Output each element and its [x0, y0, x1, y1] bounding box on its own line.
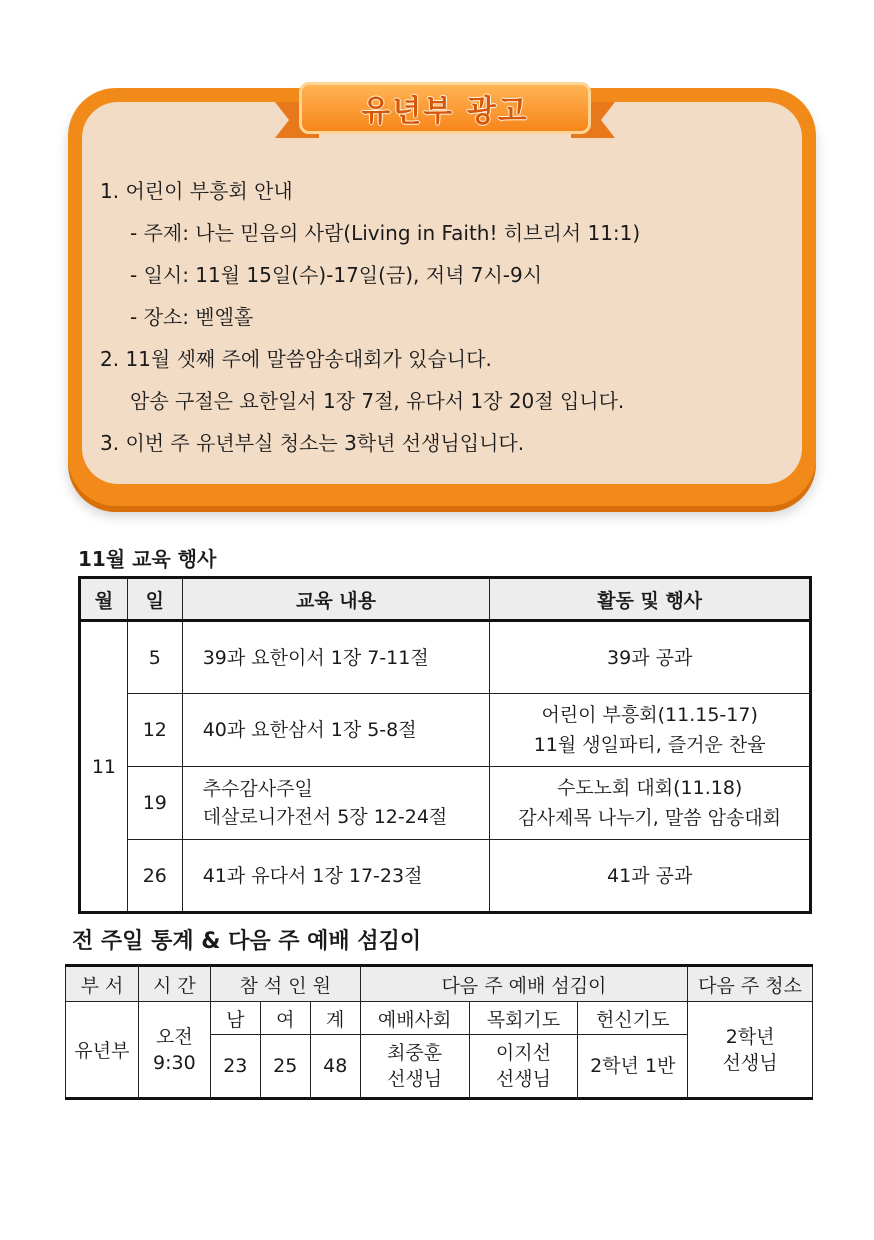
dept-cell: 유년부: [66, 1002, 139, 1099]
activity-cell: [490, 840, 811, 913]
content-cell: [182, 694, 490, 767]
activity-line: 수도노회 대회(11.18): [556, 777, 743, 799]
content-line: 데살로니가전서 5장 12-24절: [202, 806, 448, 828]
activity-line: 어린이 부흥회(11.15-17): [541, 704, 758, 726]
male-count: 23: [210, 1035, 260, 1099]
cleaning-line: 2학년: [725, 1025, 775, 1048]
activity-cell: [490, 767, 811, 840]
stats-header-row: [66, 966, 813, 1002]
notice-line: 1. 어린이 부흥회 안내: [100, 179, 293, 203]
stats-table: [65, 964, 813, 1100]
cleaning-line: 선생님: [722, 1051, 778, 1074]
header-activity: 활동 및 행사: [490, 578, 811, 621]
header-time: 시 간: [138, 966, 210, 1002]
month-cell: 11: [80, 621, 128, 913]
day-cell: 26: [127, 840, 182, 913]
header-attendance: 참 석 인 원: [210, 966, 360, 1002]
table-row: [80, 767, 811, 840]
prayer-line: 선생님: [495, 1068, 551, 1090]
day-cell: 5: [127, 621, 182, 694]
stats-subheader-row: [66, 1002, 813, 1035]
header-servers: 다음 주 예배 섬김이: [360, 966, 687, 1002]
subheader-female: 여: [260, 1002, 310, 1035]
prayer-cell: [469, 1035, 578, 1099]
table-row: [80, 840, 811, 913]
content-cell: [182, 840, 490, 913]
notice-line: 암송 구절은 요한일서 1장 7절, 유다서 1장 20절 입니다.: [130, 389, 625, 413]
activity-cell: [490, 621, 811, 694]
content-cell: [182, 767, 490, 840]
table-row: [80, 621, 811, 694]
content-line: 39과 요한이서 1장 7-11절: [202, 646, 429, 669]
header-day: 일: [127, 578, 182, 621]
time-line: 오전: [156, 1025, 193, 1048]
total-count: 48: [310, 1035, 360, 1099]
notice-line: - 주제: 나는 믿음의 사람(Living in Faith! 히브리서 11:1): [130, 221, 641, 245]
header-content: 교육 내용: [182, 578, 490, 621]
prayer-line: 이지선: [495, 1042, 551, 1064]
leader-line: 최중훈: [387, 1042, 443, 1064]
activity-line: 41과 공과: [607, 864, 693, 887]
notice-line: - 장소: 벧엘홀: [130, 305, 254, 329]
activity-line: 39과 공과: [607, 646, 693, 669]
header-cleaning: 다음 주 청소: [688, 966, 813, 1002]
notice-title: 유년부 광고: [361, 94, 529, 129]
events-header-row: [80, 578, 811, 621]
subheader-leader: 예배사회: [360, 1002, 469, 1035]
notice-text: [100, 170, 640, 464]
content-line: 40과 요한삼서 1장 5-8절: [202, 719, 417, 741]
content-line: 추수감사주일: [202, 778, 313, 800]
content-line: 41과 유다서 1장 17-23절: [202, 864, 423, 887]
subheader-prayer: 목회기도: [469, 1002, 578, 1035]
notice-line: 3. 이번 주 유년부실 청소는 3학년 선생님입니다.: [100, 431, 525, 455]
time-cell: [138, 1002, 210, 1099]
banner-body: [299, 82, 591, 134]
header-dept: 부 서: [66, 966, 139, 1002]
day-cell: 12: [127, 694, 182, 767]
activity-line: 11월 생일파티, 즐거운 찬율: [533, 734, 766, 756]
subheader-male: 남: [210, 1002, 260, 1035]
stats-title: 전 주일 통계 & 다음 주 예배 섬김이: [72, 929, 422, 954]
cleaning-cell: [688, 1002, 813, 1099]
table-row: [80, 694, 811, 767]
events-table: [78, 576, 812, 914]
notice-line: 2. 11월 셋째 주에 말씀암송대회가 있습니다.: [100, 347, 492, 371]
activity-line: 감사제목 나누기, 말씀 암송대회: [518, 807, 782, 829]
header-month: 월: [80, 578, 128, 621]
activity-cell: [490, 694, 811, 767]
subheader-offering: 헌신기도: [578, 1002, 688, 1035]
time-line: 9:30: [153, 1051, 196, 1074]
content-cell: [182, 621, 490, 694]
leader-cell: [360, 1035, 469, 1099]
subheader-total: 계: [310, 1002, 360, 1035]
notice-banner: [275, 80, 615, 146]
female-count: 25: [260, 1035, 310, 1099]
day-cell: 19: [127, 767, 182, 840]
events-title: 11월 교육 행사: [78, 547, 217, 571]
offering-cell: 2학년 1반: [578, 1035, 688, 1099]
notice-line: - 일시: 11월 15일(수)-17일(금), 저녁 7시-9시: [130, 263, 543, 287]
leader-line: 선생님: [387, 1068, 443, 1090]
